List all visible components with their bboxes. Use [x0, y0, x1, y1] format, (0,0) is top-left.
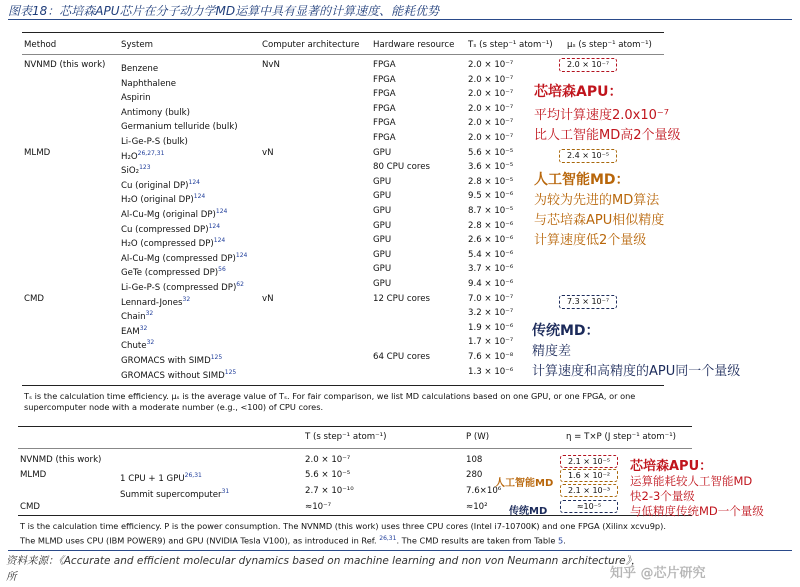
t1-cell-arch: vN — [262, 147, 274, 158]
t1-cell-system: GROMACS with SIMD$^{125}$ — [121, 354, 223, 366]
t1-ref: 32 — [182, 295, 191, 303]
t1-cell-system: H₂O (compressed DP)$^{124}$ — [121, 237, 226, 250]
t1-cell-hw: FPGA — [373, 74, 396, 85]
t1-cell-hw: GPU — [373, 264, 392, 275]
t1-cell-ts: 1.7 × 10⁻⁷ — [468, 337, 514, 348]
t1-cell-ts: 1.9 × 10⁻⁶ — [468, 322, 514, 333]
t1-cell-system: Germanium telluride (bulk) — [121, 122, 238, 133]
t2-cell-t: ≈10⁻⁷ — [305, 502, 332, 512]
t1-ref: 125 — [210, 354, 223, 361]
t2-header-t: T (s step⁻¹ atom⁻¹) — [305, 432, 387, 442]
eta-box-nvnmd: 2.1 × 10⁻⁵ — [560, 455, 618, 468]
t2-header-p: P (W) — [466, 432, 490, 442]
t1-ref: 32 — [145, 310, 154, 318]
t2-apu-line-1: 运算能耗较人工智能MD — [630, 474, 753, 488]
t1-cell-hw: GPU — [373, 279, 392, 289]
t2-apu-line-2: 快2-3个量级 — [630, 489, 695, 503]
t1-cell-ts: 2.0 × 10⁻⁷ — [468, 118, 514, 129]
t1-ref: 124 — [235, 251, 248, 259]
t1-cell-hw: FPGA — [373, 89, 396, 100]
t1-cell-system: Li-Ge-P-S (bulk) — [121, 136, 188, 147]
t1-top-rule — [22, 32, 664, 33]
t1-ref: 124 — [208, 222, 221, 230]
t2-ai-tag: 人工智能MD — [495, 478, 554, 489]
t2-ref: 26,31 — [184, 472, 202, 479]
t2-note-1: T is the calculation time efficiency. P is the power consumption. The NVNMD (this work) uses three CPU cores (Intel i7-10700K) and one FPGA (Xilinx xcvu9p). — [20, 521, 666, 531]
apu-line-2: 比人工智能MD高2个量级 — [534, 128, 681, 143]
t1-cell-ts: 5.4 × 10⁻⁶ — [468, 249, 514, 260]
t1-header-mu: μₛ (s step⁻¹ atom⁻¹) — [567, 40, 652, 50]
t1-cell-ts: 5.6 × 10⁻⁵ — [468, 147, 514, 158]
t2-cell-t: 5.6 × 10⁻⁵ — [305, 470, 351, 480]
t1-cell-method: NVNMD (this work) — [24, 60, 106, 70]
t1-cell-hw: 80 CPU cores — [373, 162, 430, 173]
t1-cell-method: CMD — [24, 293, 45, 304]
mu-box-mlmd: 2.4 × 10⁻⁵ — [559, 149, 617, 163]
t1-cell-system: Al-Cu-Mg (original DP)$^{124}$ — [121, 208, 228, 220]
t1-cell-system: Chain$^{32}$ — [121, 310, 154, 323]
t1-cell-system: Chute$^{32}$ — [121, 339, 155, 352]
t2-top-rule — [18, 426, 692, 427]
t1-ref: 125 — [224, 368, 237, 376]
t1-header-system: System — [121, 40, 154, 50]
t1-cell-ts: 2.0 × 10⁻⁷ — [468, 103, 514, 114]
t1-cell-arch: NvN — [262, 60, 280, 70]
t1-cell-system: EAM$^{32}$ — [121, 324, 148, 337]
t1-header-rule — [22, 54, 664, 55]
t1-cell-hw: GPU — [373, 176, 392, 187]
t2-cell-method: CMD — [20, 502, 41, 512]
source-line-2: 所 — [6, 571, 17, 583]
t1-cell-ts: 3.7 × 10⁻⁶ — [468, 264, 514, 275]
t1-cell-system: $H_2O^{26,27,31}$ — [121, 149, 165, 162]
t2-cell-p: 280 — [466, 470, 483, 480]
t1-cell-system: Benzene — [121, 63, 159, 74]
t1-cell-ts: 2.0 × 10⁻⁷ — [468, 74, 514, 85]
t1-note-2: supercomputer node with a moderate number (e.g., <100) of CPU cores. — [24, 402, 324, 412]
ai-line-3: 计算速度低2个量级 — [534, 233, 647, 248]
t2-apu-line-3: 与低精度传统MD一个量级 — [630, 504, 764, 518]
t2-cmd-tag: 传统MD — [509, 506, 548, 517]
t1-cell-system: H₂O (original DP)$^{124}$ — [121, 193, 206, 206]
t1-cell-ts: 2.8 × 10⁻⁵ — [468, 176, 514, 187]
t1-cell-hw: GPU — [373, 220, 392, 231]
t2-apu-title: 芯培森APU： — [630, 459, 713, 474]
cmd-line-2: 计算速度和高精度的APU同一个量级 — [532, 364, 741, 379]
t1-cell-system: Lennard-Jones$^{32}$ — [121, 295, 191, 308]
t1-cell-hw: FPGA — [373, 118, 396, 129]
t1-cell-hw: GPU — [373, 249, 392, 260]
t1-cell-system: Antimony (bulk) — [121, 107, 190, 118]
t1-cell-arch: vN — [262, 293, 274, 304]
t1-cell-method: MLMD — [24, 147, 51, 158]
footer-rule — [8, 550, 792, 551]
t1-cell-ts: 9.5 × 10⁻⁶ — [468, 191, 514, 202]
figure-title: 图表18：芯培森APU芯片在分子动力学MD运算中具有显著的计算速度、能耗优势 — [8, 4, 440, 18]
t2-header-eta: η = T×P (J step⁻¹ atom⁻¹) — [566, 432, 676, 442]
t1-ref: 32 — [146, 339, 155, 347]
mu-box-cmd: 7.3 × 10⁻⁷ — [559, 295, 617, 309]
t2-cell-p: ≈10² — [466, 502, 488, 512]
apu-title: 芯培森APU： — [534, 84, 623, 100]
t2-cell-p: 7.6×10⁶ — [466, 486, 502, 496]
eta-box-mlmd-2: 2.1 × 10⁻³ — [560, 484, 618, 497]
ai-line-1: 为较为先进的MD算法 — [534, 193, 660, 208]
t1-cell-hw: 64 CPU cores — [373, 352, 430, 362]
source-line-1: 资料来源：《Accurate and efficient molecular dynamics based on machine learning and non von Neumann architecture》， — [6, 555, 642, 567]
t2-header-rule — [18, 448, 692, 449]
t1-cell-ts: 3.2 × 10⁻⁷ — [468, 308, 514, 319]
t1-cell-system: SiO₂$^{123}$ — [121, 164, 151, 177]
t1-cell-ts: 2.8 × 10⁻⁶ — [468, 220, 514, 231]
ai-title: 人工智能MD： — [534, 172, 630, 188]
t2-cell-method: NVNMD (this work) — [20, 455, 102, 465]
t1-ref: 62 — [236, 281, 244, 288]
t1-ref: 32 — [139, 324, 148, 332]
t1-cell-system: GeTe (compressed DP)$^{56}$ — [121, 266, 226, 279]
t1-cell-ts: 8.7 × 10⁻⁵ — [468, 206, 514, 216]
t1-cell-system: Li-Ge-P-S (compressed DP)$^{62}$ — [121, 281, 244, 293]
t1-ref: 124 — [215, 208, 228, 215]
t1-cell-ts: 2.0 × 10⁻⁷ — [468, 133, 514, 143]
title-rule — [8, 19, 792, 20]
t2-note-2: The MLMD uses CPU (IBM POWER9) and GPU (NVIDIA Tesla V100), as introduced in Ref. $^{26,31}$. The CMD results are taken from Table 5. — [20, 535, 566, 546]
t1-cell-system: Cu (compressed DP)$^{124}$ — [121, 222, 221, 235]
t1-cell-ts: 2.0 × 10⁻⁷ — [468, 60, 514, 70]
t1-ref: 124 — [188, 178, 200, 186]
t2-cell-hw: 1 CPU + 1 GPU$^{26,31}$ — [120, 472, 202, 484]
t2-bottom-rule — [18, 515, 692, 516]
t1-bottom-rule — [22, 385, 664, 386]
t2-cell-p: 108 — [466, 455, 483, 465]
t1-cell-hw: FPGA — [373, 60, 396, 70]
apu-line-1: 平均计算速度2.0x10⁻⁷ — [534, 108, 669, 123]
t1-ref: 124 — [213, 237, 226, 245]
t1-cell-ts: 7.6 × 10⁻⁸ — [468, 352, 514, 362]
t1-cell-hw: FPGA — [373, 103, 396, 114]
t1-ref: 124 — [193, 193, 206, 201]
t1-cell-hw: FPGA — [373, 133, 396, 143]
t1-cell-system: Naphthalene — [121, 78, 177, 89]
watermark: 知乎 @芯片研究 — [610, 566, 706, 581]
t1-header-ts: Tₛ (s step⁻¹ atom⁻¹) — [468, 40, 553, 50]
eta-box-mlmd-1: 1.6 × 10⁻² — [560, 469, 618, 482]
t1-ref: 26,27,31 — [137, 149, 165, 157]
t1-header-arch: Computer architecture — [262, 40, 360, 50]
t1-cell-hw: GPU — [373, 206, 392, 216]
t1-cell-ts: 2.6 × 10⁻⁶ — [468, 235, 514, 246]
t1-cell-hw: 12 CPU cores — [373, 293, 430, 304]
t1-cell-hw: GPU — [373, 191, 392, 202]
t2-ref: 31 — [221, 488, 230, 495]
t1-note-1: Tₛ is the calculation time efficiency. μₛ is the average value of Tₛ. For fair comparison, we list MD calculations based on one GPU, or one FPGA, or one — [24, 391, 636, 401]
ai-line-2: 与芯培森APU相似精度 — [534, 213, 665, 228]
t1-cell-system: GROMACS without SIMD$^{125}$ — [121, 368, 237, 381]
t1-header-hardware: Hardware resource — [373, 40, 455, 50]
t1-cell-system: Aspirin — [121, 93, 151, 104]
t1-cell-ts: 3.6 × 10⁻⁵ — [468, 162, 514, 173]
mu-box-nvnmd: 2.0 × 10⁻⁷ — [559, 58, 617, 72]
t1-cell-hw: GPU — [373, 147, 392, 158]
cmd-title: 传统MD： — [532, 323, 600, 339]
eta-box-cmd: ≈10⁻⁵ — [560, 500, 618, 513]
t1-cell-system: Al-Cu-Mg (compressed DP)$^{124}$ — [121, 251, 248, 264]
t2-cell-method: MLMD — [20, 470, 47, 480]
t1-header-method: Method — [24, 40, 57, 50]
t2-cell-t: 2.0 × 10⁻⁷ — [305, 455, 351, 465]
t1-cell-system: Cu (original DP)$^{124}$ — [121, 178, 200, 191]
t1-ref: 56 — [218, 266, 226, 274]
t2-cell-t: 2.7 × 10⁻¹⁰ — [305, 486, 354, 496]
cmd-line-1: 精度差 — [532, 344, 572, 359]
t1-cell-ts: 1.3 × 10⁻⁶ — [468, 366, 514, 377]
t2-cell-hw: Summit supercomputer$^{31}$ — [120, 488, 230, 500]
t1-cell-ts: 2.0 × 10⁻⁷ — [468, 89, 514, 100]
t1-cell-ts: 7.0 × 10⁻⁷ — [468, 293, 514, 304]
t1-ref: 123 — [139, 164, 151, 172]
t1-cell-ts: 9.4 × 10⁻⁶ — [468, 279, 514, 289]
t1-cell-hw: GPU — [373, 235, 392, 246]
